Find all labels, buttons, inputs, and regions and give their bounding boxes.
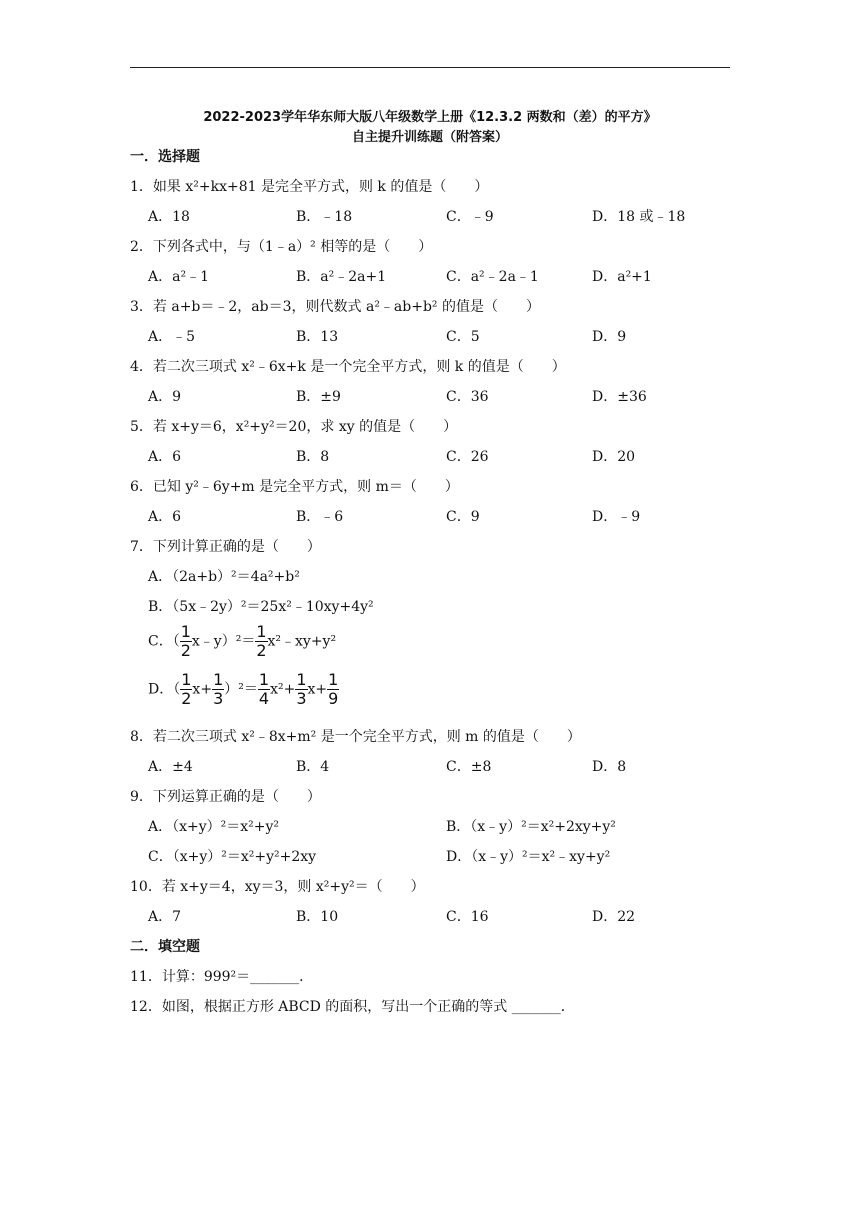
option-2b: B．a²﹣2a+1 bbox=[296, 269, 387, 285]
question-10: 10．若 x+y＝4，xy＝3，则 x²+y²＝（ ） bbox=[130, 879, 425, 895]
option-1a: A．18 bbox=[148, 209, 190, 225]
question-5: 5．若 x+y＝6，x²+y²＝20，求 xy 的值是（ ） bbox=[130, 419, 458, 435]
question-8: 8．若二次三项式 x²﹣8x+m² 是一个完全平方式，则 m 的值是（ ） bbox=[130, 729, 581, 745]
question-7: 7．下列计算正确的是（ ） bbox=[130, 539, 321, 555]
option-8d: D．8 bbox=[592, 759, 627, 775]
option-9b: B．（x﹣y）²＝x²+2xy+y² bbox=[446, 819, 616, 835]
fraction: $\frac{1}{2}$ bbox=[180, 622, 191, 660]
option-6d: D．﹣9 bbox=[592, 509, 641, 525]
option-4d: D．±36 bbox=[592, 389, 647, 405]
option-10b: B．10 bbox=[296, 909, 339, 925]
option-7d: D．（ $\frac{1}{2}$ x+ $\frac{1}{3}$ ）²＝ $\frac{1}{4}$ x²+ $\frac{1}{3}$ x+ $\frac{1}{9}$ bbox=[148, 670, 339, 708]
option-5b: B．8 bbox=[296, 449, 330, 465]
option-5a: A．6 bbox=[148, 449, 182, 465]
header-rule bbox=[130, 67, 730, 68]
option-10d: D．22 bbox=[592, 909, 636, 925]
option-2a: A．a²﹣1 bbox=[148, 269, 209, 285]
option-8c: C．±8 bbox=[446, 759, 492, 775]
option-4b: B．±9 bbox=[296, 389, 341, 405]
option-4c: C．36 bbox=[446, 389, 489, 405]
option-9c: C．（x+y）²＝x²+y²+2xy bbox=[148, 849, 317, 865]
option-10a: A．7 bbox=[148, 909, 182, 925]
page-subtitle: 自主提升训练题（附答案） bbox=[351, 130, 508, 145]
option-4a: A．9 bbox=[148, 389, 182, 405]
option-5d: D．20 bbox=[592, 449, 636, 465]
question-12: 12．如图，根据正方形 ABCD 的面积，写出一个正确的等式 _______． bbox=[130, 999, 575, 1015]
section-fill-heading: 二．填空题 bbox=[130, 939, 200, 955]
question-4: 4．若二次三项式 x²﹣6x+k 是一个完全平方式，则 k 的值是（ ） bbox=[130, 359, 566, 375]
fraction: $\frac{1}{2}$ bbox=[256, 622, 267, 660]
option-2d: D．a²+1 bbox=[592, 269, 652, 285]
fraction: $\frac{1}{2}$ bbox=[181, 670, 192, 708]
fraction: $\frac{1}{3}$ bbox=[296, 670, 307, 708]
option-6c: C．9 bbox=[446, 509, 480, 525]
fraction: $\frac{1}{3}$ bbox=[213, 670, 224, 708]
option-2c: C．a²﹣2a﹣1 bbox=[446, 269, 539, 285]
option-7b: B．（5x﹣2y）²＝25x²﹣10xy+4y² bbox=[148, 599, 374, 615]
page-title: 2022-2023学年华东师大版八年级数学上册《12.3.2 两数和（差）的平方》 bbox=[203, 110, 657, 125]
option-5c: C．26 bbox=[446, 449, 489, 465]
option-9d: D．（x﹣y）²＝x²﹣xy+y² bbox=[446, 849, 611, 865]
option-3b: B．13 bbox=[296, 329, 339, 345]
option-7c: C．（ $\frac{1}{2}$ x﹣y）²＝ $\frac{1}{2}$ x²﹣xy+y² bbox=[148, 622, 337, 660]
option-6b: B．﹣6 bbox=[296, 509, 344, 525]
option-9a: A．（x+y）²＝x²+y² bbox=[148, 819, 280, 835]
question-2: 2．下列各式中，与（1﹣a）² 相等的是（ ） bbox=[130, 239, 433, 255]
question-6: 6．已知 y²﹣6y+m 是完全平方式，则 m＝（ ） bbox=[130, 479, 459, 495]
option-8a: A．±4 bbox=[148, 759, 193, 775]
section-choice-heading: 一．选择题 bbox=[130, 149, 200, 165]
option-6a: A．6 bbox=[148, 509, 182, 525]
question-9: 9．下列运算正确的是（ ） bbox=[130, 789, 321, 805]
option-7d-label: D． bbox=[148, 681, 174, 698]
option-3a: A．﹣5 bbox=[148, 329, 196, 345]
option-3d: D．9 bbox=[592, 329, 627, 345]
option-7c-label: C． bbox=[148, 633, 173, 650]
option-8b: B．4 bbox=[296, 759, 330, 775]
fraction: $\frac{1}{9}$ bbox=[328, 670, 339, 708]
fraction: $\frac{1}{4}$ bbox=[258, 670, 270, 708]
question-3: 3．若 a+b＝﹣2，ab＝3，则代数式 a²﹣ab+b² 的值是（ ） bbox=[130, 299, 540, 315]
option-1d: D．18 或﹣18 bbox=[592, 209, 686, 225]
option-10c: C．16 bbox=[446, 909, 489, 925]
option-3c: C．5 bbox=[446, 329, 480, 345]
option-1b: B．﹣18 bbox=[296, 209, 353, 225]
option-7a: A．（2a+b）²＝4a²+b² bbox=[148, 569, 300, 585]
question-11: 11．计算：999²＝_______． bbox=[130, 969, 314, 985]
option-1c: C．﹣9 bbox=[446, 209, 494, 225]
question-1: 1．如果 x²+kx+81 是完全平方式，则 k 的值是（ ） bbox=[130, 179, 489, 195]
